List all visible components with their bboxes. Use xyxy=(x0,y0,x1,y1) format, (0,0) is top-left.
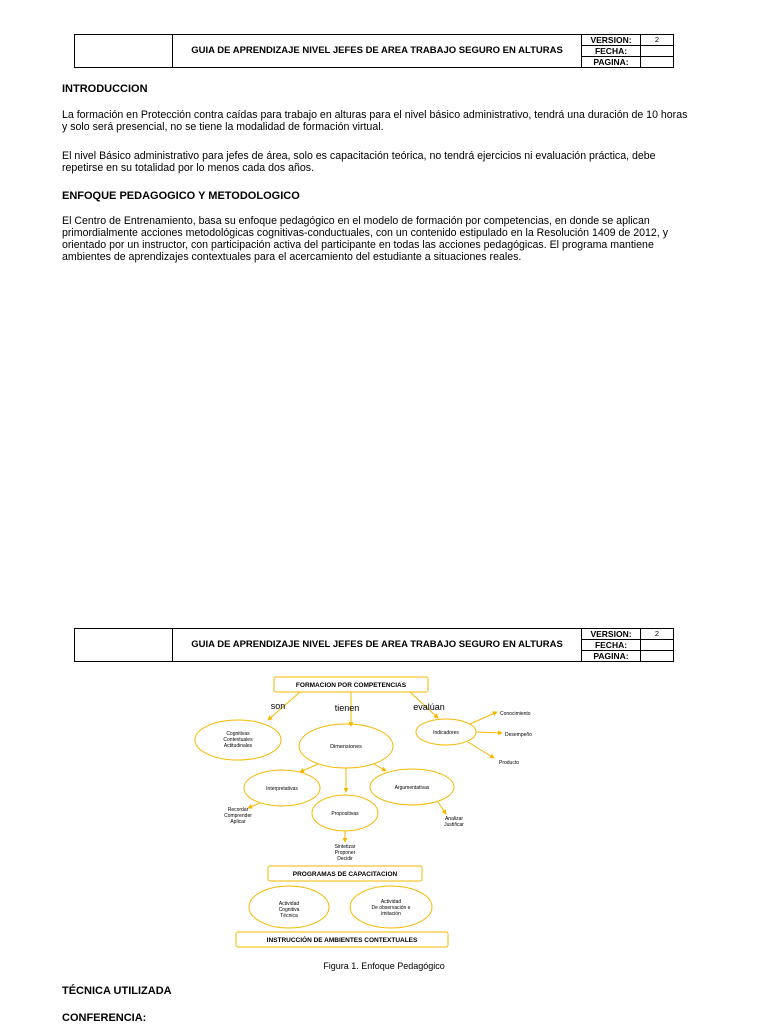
actividad2-line-1: Actividad xyxy=(380,899,402,905)
tienen-label: tienen xyxy=(334,703,360,713)
sintetizar-line-1: Sintetizar xyxy=(334,844,356,850)
recordar-line-2: Comprender xyxy=(224,813,252,819)
top-box-label: FORMACION POR COMPETENCIAS xyxy=(295,682,407,689)
recordar-line-1: Recordar xyxy=(227,807,249,813)
tecnica-heading: TÉCNICA UTILIZADA xyxy=(62,985,172,997)
son-label: son xyxy=(270,701,286,711)
instruccion-label: INSTRUCCIÓN DE AMBIENTES CONTEXTUALES xyxy=(266,937,418,944)
actividad1-line-1: Actividad xyxy=(278,901,300,907)
version-value: 2 xyxy=(641,35,674,46)
actividad1-line-3: Técnica xyxy=(280,913,298,919)
ind-desemp-arrow xyxy=(476,732,502,733)
dim-interp-arrow xyxy=(300,764,318,772)
analizar-line-2: Justificar xyxy=(444,822,464,828)
cognitivas-line-3: Actitudinales xyxy=(223,743,253,749)
conferencia-heading: CONFERENCIA: xyxy=(62,1012,147,1024)
analizar-line-1: Analizar xyxy=(444,816,464,822)
header-title: GUIA DE APRENDIZAJE NIVEL JEFES DE AREA TRABAJO SEGURO EN ALTURAS xyxy=(173,35,582,68)
fecha-label: FECHA: xyxy=(582,640,641,651)
actividad1-line-2: Cognitiva xyxy=(278,907,300,913)
ind-conoc-arrow xyxy=(470,712,497,724)
intro-paragraph-2: El nivel Básico administrativo para jefes de área, solo es capacitación teórica, no tendrá ejercicios ni evaluación práctica, debe repetirse en su totalidad por lo menos cada dos años. xyxy=(62,150,656,174)
evaluan-label: evalúan xyxy=(413,702,445,712)
desempeno-label: Desempeño xyxy=(505,732,532,738)
enfoque-paragraph: El Centro de Entrenamiento, basa su enfoque pedagógico en el modelo de formación por competencias, en donde se aplican primordialmente acciones metodológicas cognitivas-conductuales, con un contenido estipulado en la Resolución 1409 de 2012, y orientado por un instructor, con participación activa del participante en todas las acciones pedagógicas. El programa mantiene ambientes de aprendizajes contextuales para el acercamiento del estudiante a situaciones reales. xyxy=(62,215,668,263)
cognitivas-line-1: Cognitivas xyxy=(226,731,250,737)
arg-outcome-arrow xyxy=(438,802,446,814)
header-title: GUIA DE APRENDIZAJE NIVEL JEFES DE AREA TRABAJO SEGURO EN ALTURAS xyxy=(173,629,582,662)
figure-caption: Figura 1. Enfoque Pedagógico xyxy=(323,961,445,971)
recordar-line-3: Aplicar xyxy=(230,819,246,825)
intro-heading: INTRODUCCION xyxy=(62,83,148,95)
pagina-label: PAGINA: xyxy=(582,651,641,662)
argumentativas-label: Argumentativas xyxy=(394,785,430,791)
version-value: 2 xyxy=(641,629,674,640)
actividad2-line-2: De observación e xyxy=(371,905,411,911)
interp-outcome-arrow xyxy=(248,803,260,808)
fecha-label: FECHA: xyxy=(582,46,641,57)
propositivas-label: Propositivas xyxy=(331,811,359,817)
dimensiones-label: Dimensiones xyxy=(330,744,362,750)
interpretativas-label: Interpretativas xyxy=(266,786,298,792)
actividad2-line-3: imitación xyxy=(381,911,401,917)
intro-paragraph-1: La formación en Protección contra caídas para trabajo en alturas para el nivel básico administrativo, tendrá una duración de 10 horas y solo será presencial, no se tiene la modalidad de formación virtual. xyxy=(62,109,688,133)
version-label: VERSION: xyxy=(582,35,641,46)
indicadores-label: Indicadores xyxy=(433,730,459,736)
sintetizar-line-2: Proponer xyxy=(334,850,356,856)
ind-prod-arrow xyxy=(468,742,494,758)
producto-label: Producto xyxy=(499,760,520,766)
programas-label: PROGRAMAS DE CAPACITACION xyxy=(292,871,398,878)
pagina-label: PAGINA: xyxy=(582,57,641,68)
enfoque-heading: ENFOQUE PEDAGOGICO Y METODOLOGICO xyxy=(62,190,300,202)
sintetizar-line-3: Decidir xyxy=(337,856,353,862)
dim-arg-arrow xyxy=(374,764,386,771)
version-label: VERSION: xyxy=(582,629,641,640)
conocimiento-label: Conocimiento xyxy=(500,711,531,717)
cognitivas-line-2: Contextuales xyxy=(223,737,253,743)
